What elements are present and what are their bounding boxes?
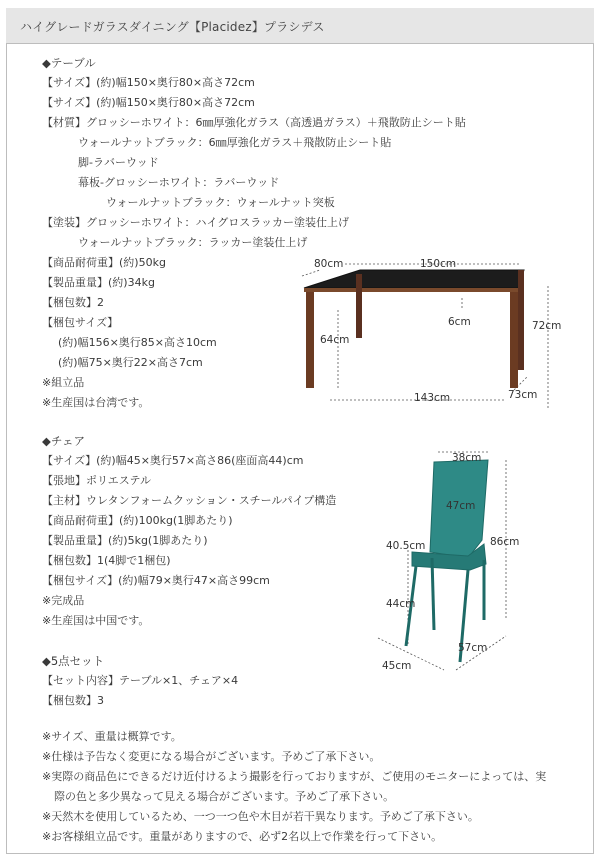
table-inner-depth-label: 73cm [508,389,538,401]
spec-line: 【主材】ウレタンフォームクッション・スチールパイプ構造 [42,494,337,507]
chair-total-height-label: 86cm [490,536,520,548]
page-title: ハイグレードガラスダイニング【Placidez】プラシデス [20,20,325,34]
spec-line: 【張地】ポリエステル [42,474,152,487]
chair-seat-depth-label: 40.5cm [386,540,426,552]
table-leg-height-label: 64cm [320,334,350,346]
spec-line: 【サイズ】(約)幅45×奥行57×高さ86(座面高44)cm [42,454,304,467]
spec-line: (約)幅156×奥行85×高さ10cm [58,336,217,349]
spec-line: ウォールナットブラック：ウォールナット突板 [106,196,335,209]
spec-line: (約)幅75×奥行22×高さ7cm [58,356,203,369]
chair-diagram [372,440,512,680]
spec-line: 【梱包数】2 [42,296,104,309]
table-inner-width-label: 143cm [414,392,451,404]
spec-line: 【商品耐荷重】(約)50kg [42,256,166,269]
spec-line: 【製品重量】(約)34kg [42,276,155,289]
note-line: ※仕様は予告なく変更になる場合がございます。予めご了承下さい。 [42,750,381,763]
table-heading: ◆テーブル [42,56,96,70]
set-heading: ◆5点セット [42,654,105,668]
chair-width-label: 45cm [382,660,412,672]
spec-line: 【商品耐荷重】(約)100kg(1脚あたり) [42,514,233,527]
note-line: 際の色と多少異なって見える場合がございます。予めご了承下さい。 [54,790,395,803]
chair-top-width-label: 38cm [452,452,482,464]
spec-line: 【梱包数】1(4脚で1梱包) [42,554,171,567]
spec-line: 幕板-グロッシーホワイト：ラバーウッド [78,176,280,189]
note-line: ※お客様組立品です。重量がありますので、必ず2名以上で作業を行って下さい。 [42,830,443,843]
note-line: ※実際の商品色にできるだけ近付けるよう撮影を行っておりますが、ご使用のモニターによっては、実 [42,770,547,783]
note-line: ※天然木を使用しているため、一つ一つ色や木目が若干異なります。予めご了承下さい。 [42,810,479,823]
spec-line: ※生産国は台湾です。 [42,396,150,409]
title-bar [6,8,594,44]
chair-back-height-label: 47cm [446,500,476,512]
table-width-label: 150cm [420,258,457,270]
spec-line: 【セット内容】テーブル×1、チェア×4 [42,674,239,687]
spec-frame [6,8,594,854]
spec-line: 脚-ラバーウッド [78,156,159,169]
table-height-label: 72cm [532,320,562,332]
spec-line: ※組立品 [42,376,85,389]
spec-line: 【材質】グロッシーホワイト：6㎜厚強化ガラス（高透過ガラス）＋飛散防止シート貼 [42,116,466,129]
spec-line: 【梱包数】3 [42,694,104,707]
spec-line: 【製品重量】(約)5kg(1脚あたり) [42,534,208,547]
table-thickness-label: 6cm [448,316,471,328]
chair-heading: ◆チェア [42,434,85,448]
note-line: ※サイズ、重量は概算です。 [42,730,182,743]
spec-line: 【梱包サイズ】 [42,316,119,329]
spec-line: 【サイズ】(約)幅150×奥行80×高さ72cm [42,76,255,89]
spec-line: ウォールナットブラック：6㎜厚強化ガラス＋飛散防止シート貼 [78,136,392,149]
table-depth-label: 80cm [314,258,344,270]
spec-line: 【塗装】グロッシーホワイト：ハイグロスラッカー塗装仕上げ [42,216,350,229]
spec-line: ウォールナットブラック：ラッカー塗装仕上げ [78,236,308,249]
spec-line: ※生産国は中国です。 [42,614,150,627]
chair-depth-label: 57cm [458,642,488,654]
spec-line: 【梱包サイズ】(約)幅79×奥行47×高さ99cm [42,574,270,587]
spec-line: 【サイズ】(約)幅150×奥行80×高さ72cm [42,96,255,109]
chair-seat-height-label: 44cm [386,598,416,610]
spec-line: ※完成品 [42,594,85,607]
